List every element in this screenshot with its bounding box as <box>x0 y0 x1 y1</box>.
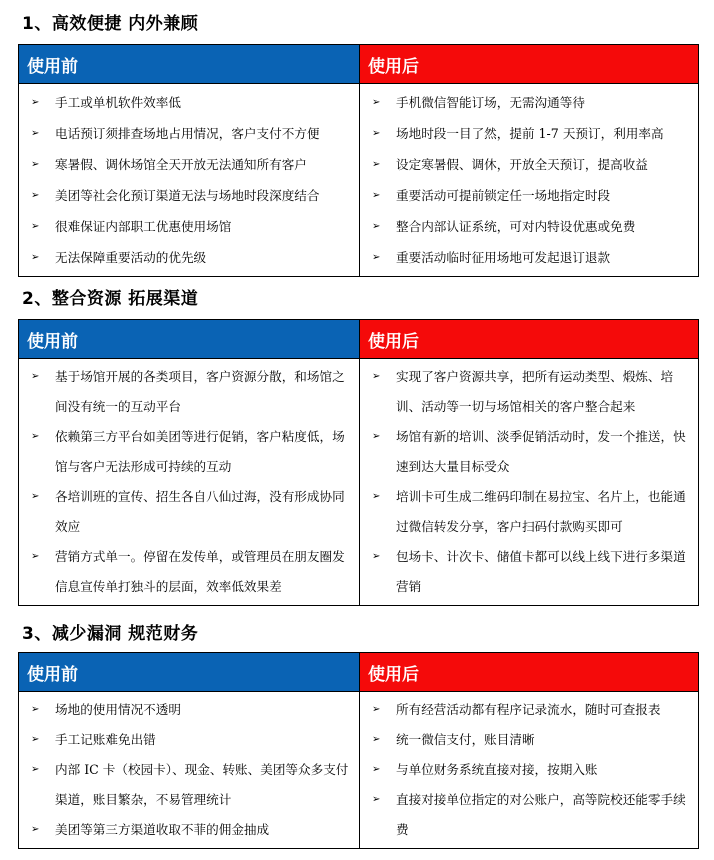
before-header: 使用前 <box>19 653 360 692</box>
arrow-bullet-icon: ➢ <box>372 252 381 263</box>
list-item: ➢ 手机微信智能订场，无需沟通等待 <box>366 87 692 118</box>
list-item: ➢ 实现了客户资源共享，把所有运动类型、煅炼、培训、活动等一切与场馆相关的客户整合起来 <box>366 362 692 422</box>
before-header: 使用前 <box>19 320 360 359</box>
arrow-bullet-icon: ➢ <box>31 221 40 232</box>
arrow-bullet-icon: ➢ <box>372 221 381 232</box>
arrow-bullet-icon: ➢ <box>31 159 40 170</box>
comparison-table <box>18 652 699 849</box>
comparison-table <box>18 319 699 606</box>
arrow-bullet-icon: ➢ <box>31 551 40 562</box>
list-item: ➢ 包场卡、计次卡、储值卡都可以线上线下进行多渠道营销 <box>366 542 692 602</box>
arrow-bullet-icon: ➢ <box>372 159 381 170</box>
list-item: ➢ 寒暑假、调休场馆全天开放无法通知所有客户 <box>25 149 353 180</box>
list-item: ➢ 设定寒暑假、调休，开放全天预订，提高收益 <box>366 149 692 180</box>
list-item: ➢ 场地时段一目了然，提前 1-7 天预订，利用率高 <box>366 118 692 149</box>
section-title: 1、高效便捷 内外兼顾 <box>22 14 199 34</box>
arrow-bullet-icon: ➢ <box>31 371 40 382</box>
arrow-bullet-icon: ➢ <box>31 97 40 108</box>
arrow-bullet-icon: ➢ <box>31 824 40 835</box>
list-item: ➢ 各培训班的宣传、招生各自八仙过海，没有形成协同效应 <box>25 482 353 542</box>
before-column <box>19 84 360 277</box>
list-item: ➢ 无法保障重要活动的优先级 <box>25 242 353 273</box>
list-item: ➢ 手工记账难免出错 <box>25 725 353 755</box>
list-item: ➢ 培训卡可生成二维码印制在易拉宝、名片上，也能通过微信转发分享，客户扫码付款购买即可 <box>366 482 692 542</box>
list-item: ➢ 重要活动临时征用场地可发起退订退款 <box>366 242 692 273</box>
arrow-bullet-icon: ➢ <box>31 704 40 715</box>
arrow-bullet-icon: ➢ <box>372 97 381 108</box>
list-item: ➢ 统一微信支付，账目清晰 <box>366 725 692 755</box>
arrow-bullet-icon: ➢ <box>372 764 381 775</box>
list-item: ➢ 场馆有新的培训、淡季促销活动时，发一个推送，快速到达大量目标受众 <box>366 422 692 482</box>
after-header: 使用后 <box>360 653 699 692</box>
list-item: ➢ 重要活动可提前锁定任一场地指定时段 <box>366 180 692 211</box>
arrow-bullet-icon: ➢ <box>372 371 381 382</box>
list-item: ➢ 电话预订须排查场地占用情况，客户支付不方便 <box>25 118 353 149</box>
list-item: ➢ 营销方式单一。停留在发传单，或管理员在朋友圈发信息宣传单打独斗的层面，效率低效果差 <box>25 542 353 602</box>
after-header: 使用后 <box>360 45 699 84</box>
section-title: 3、减少漏洞 规范财务 <box>22 624 199 644</box>
list-item: ➢ 依赖第三方平台如美团等进行促销，客户粘度低，场馆与客户无法形成可持续的互动 <box>25 422 353 482</box>
arrow-bullet-icon: ➢ <box>372 491 381 502</box>
arrow-bullet-icon: ➢ <box>372 704 381 715</box>
arrow-bullet-icon: ➢ <box>31 764 40 775</box>
arrow-bullet-icon: ➢ <box>31 128 40 139</box>
list-item: ➢ 美团等第三方渠道收取不菲的佣金抽成 <box>25 815 353 845</box>
arrow-bullet-icon: ➢ <box>372 794 381 805</box>
arrow-bullet-icon: ➢ <box>372 551 381 562</box>
list-item: ➢ 场地的使用情况不透明 <box>25 695 353 725</box>
list-item: ➢ 直接对接单位指定的对公账户，高等院校还能零手续费 <box>366 785 692 845</box>
after-header: 使用后 <box>360 320 699 359</box>
arrow-bullet-icon: ➢ <box>372 128 381 139</box>
arrow-bullet-icon: ➢ <box>31 491 40 502</box>
after-column <box>360 692 699 849</box>
before-column <box>19 692 360 849</box>
before-column <box>19 359 360 606</box>
arrow-bullet-icon: ➢ <box>31 734 40 745</box>
after-column <box>360 84 699 277</box>
arrow-bullet-icon: ➢ <box>372 190 381 201</box>
list-item: ➢ 基于场馆开展的各类项目，客户资源分散，和场馆之间没有统一的互动平台 <box>25 362 353 422</box>
arrow-bullet-icon: ➢ <box>31 431 40 442</box>
list-item: ➢ 整合内部认证系统，可对内特设优惠或免费 <box>366 211 692 242</box>
list-item: ➢ 所有经营活动都有程序记录流水，随时可查报表 <box>366 695 692 725</box>
list-item: ➢ 美团等社会化预订渠道无法与场地时段深度结合 <box>25 180 353 211</box>
list-item: ➢ 与单位财务系统直接对接，按期入账 <box>366 755 692 785</box>
section-title: 2、整合资源 拓展渠道 <box>22 289 199 309</box>
list-item: ➢ 很难保证内部职工优惠使用场馆 <box>25 211 353 242</box>
after-column <box>360 359 699 606</box>
arrow-bullet-icon: ➢ <box>31 252 40 263</box>
list-item: ➢ 手工或单机软件效率低 <box>25 87 353 118</box>
arrow-bullet-icon: ➢ <box>31 190 40 201</box>
arrow-bullet-icon: ➢ <box>372 734 381 745</box>
arrow-bullet-icon: ➢ <box>372 431 381 442</box>
before-header: 使用前 <box>19 45 360 84</box>
list-item: ➢ 内部 IC 卡（校园卡）、现金、转账、美团等众多支付渠道，账目繁杂，不易管理统计 <box>25 755 353 815</box>
comparison-table <box>18 44 699 277</box>
